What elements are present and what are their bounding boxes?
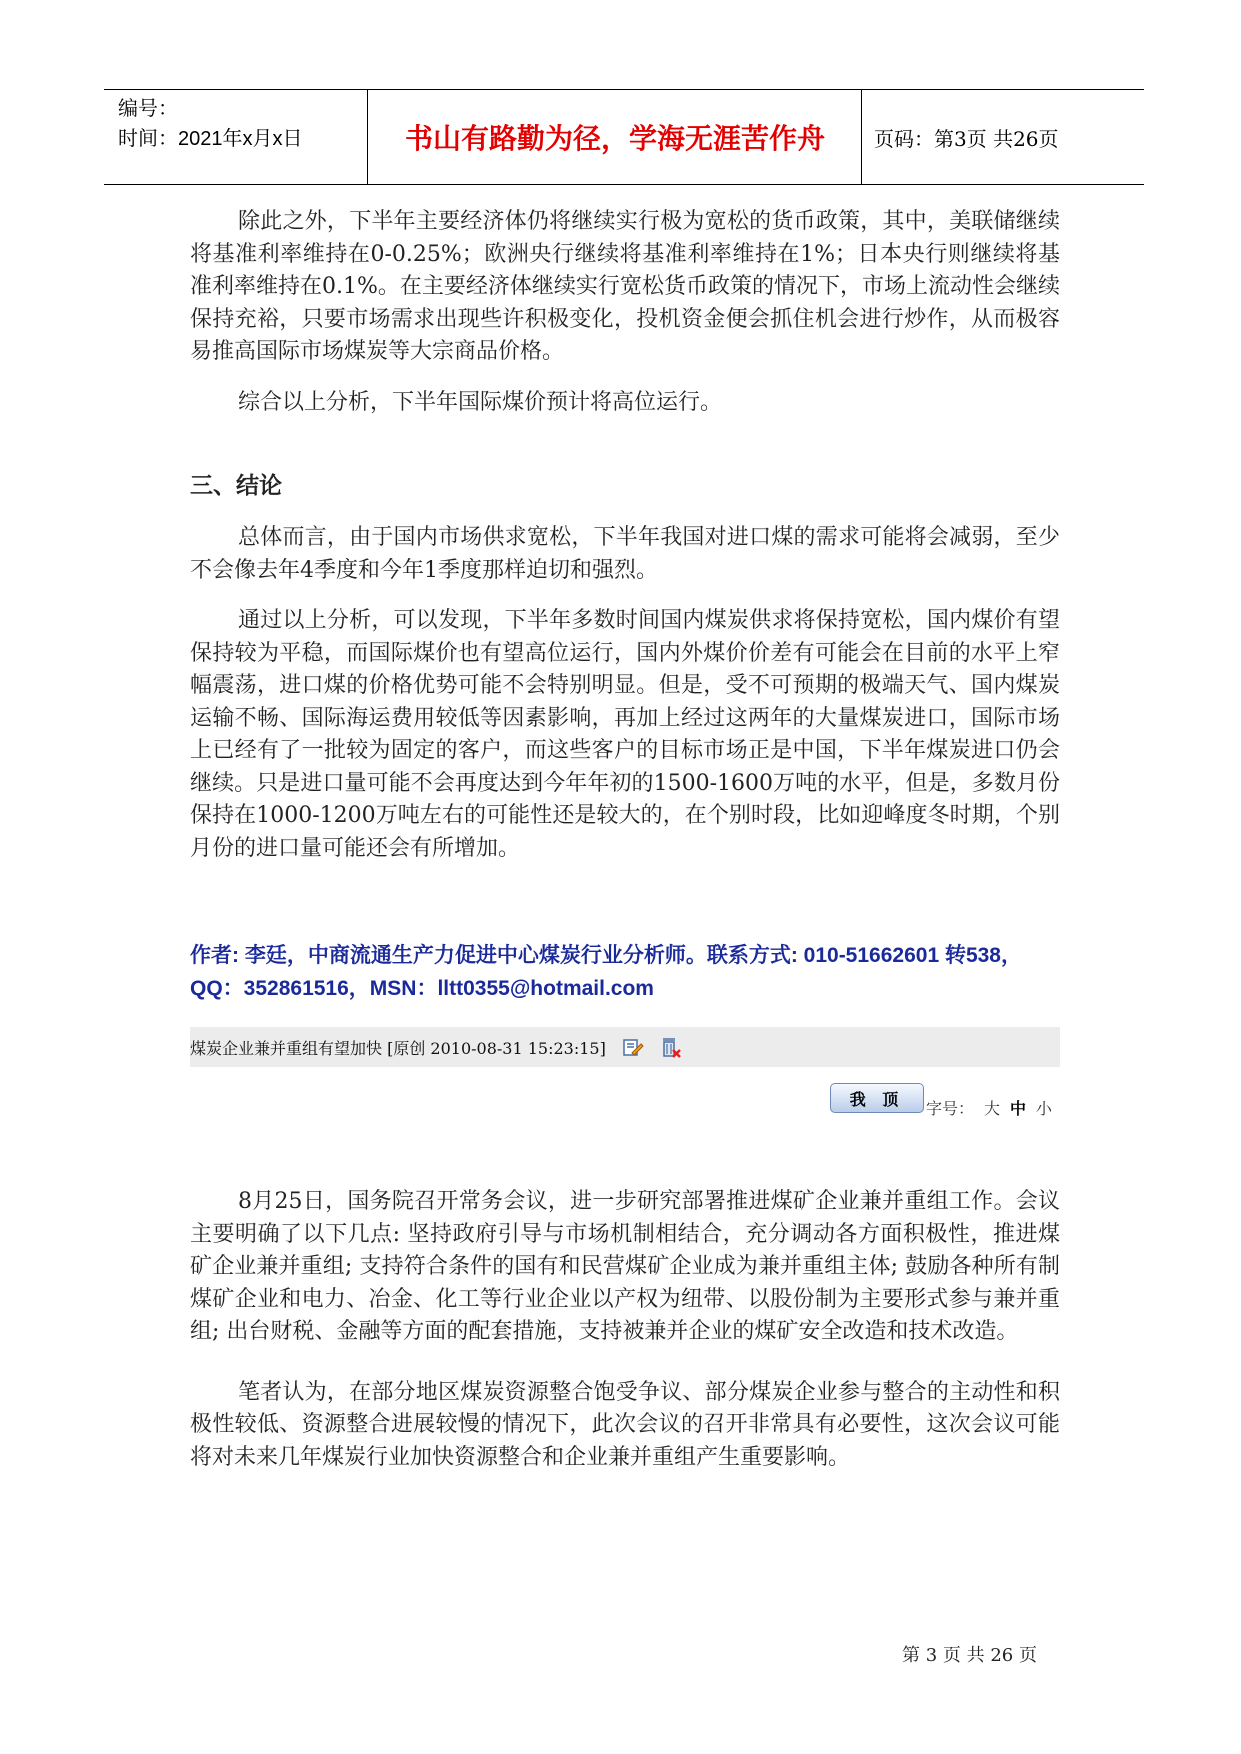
paragraph: 笔者认为，在部分地区煤炭资源整合饱受争议、部分煤炭企业参与整合的主动性和积极性较低、资源整合进展较慢的情况下，此次会议的召开非常具有必要性，这次会议可能将对未来几年煤炭行业加快资源整合和企业兼并重组产生重要影响。: [190, 1379, 1060, 1470]
page-footer: 第 3 页 共 26 页: [902, 1645, 1037, 1666]
body-section-top: [190, 206, 1060, 419]
paragraph: 总体而言，由于国内市场供求宽松，下半年我国对进口煤的需求可能将会减弱，至少不会像去年4季度和今年1季度那样迫切和强烈。: [190, 525, 1060, 583]
post-title-bar: [190, 1027, 1060, 1067]
header-motto: 书山有路勤为径，学海无涯苦作舟: [404, 122, 825, 155]
font-size-large[interactable]: 大: [984, 1099, 1001, 1118]
page-header: [104, 89, 1144, 185]
edit-icon[interactable]: [620, 1035, 644, 1059]
font-size-selector: [926, 1096, 1052, 1119]
header-page-label: 页码：第3页 共26页: [874, 126, 1059, 151]
paragraph: 8月25日，国务院召开常务会议，进一步研究部署推进煤矿企业兼并重组工作。会议主要明确了以下几点: 坚持政府引导与市场机制相结合，充分调动各方面积极性，推进煤矿企业兼并重组; 支持符合条件的国有和民营煤矿企业成为兼并重组主体; 鼓励各种所有制煤矿企业和电力、冶金、化工等行业企业以产权为纽带、以股份制为主要形式参与兼并重组; 出台财税、金融等方面的配套措施，支持被兼并企业的煤矿安全改造和技术改造。: [190, 1189, 1060, 1344]
font-size-label: 字号：: [926, 1099, 975, 1118]
paragraph: 通过以上分析，可以发现，下半年多数时间国内煤炭供求将保持宽松，国内煤价有望保持较为平稳，而国际煤价也有望高位运行，国内外煤价价差有可能会在目前的水平上窄幅震荡，进口煤的价格优势可能不会特别明显。但是，受不可预期的极端天气、国内煤炭运输不畅、国际海运费用较低等因素影响，再加上经过这两年的大量煤炭进口，国际市场上已经有了一批较为固定的客户，而这些客户的目标市场正是中国，下半年煤炭进口仍会继续。只是进口量可能不会再度达到今年年初的1500-1600万吨的水平，但是，多数月份保持在1000-1200万吨左右的可能性还是较大的，在个别时段，比如迎峰度冬时期，个别月份的进口量可能还会有所增加。: [190, 608, 1060, 861]
body-section-article: [190, 1186, 1060, 1474]
font-size-small[interactable]: 小: [1036, 1099, 1053, 1118]
font-size-medium[interactable]: 中: [1010, 1099, 1027, 1118]
paragraph: 综合以上分析，下半年国际煤价预计将高位运行。: [238, 389, 723, 415]
paragraph: 除此之外，下半年主要经济体仍将继续实行极为宽松的货币政策，其中，美联储继续将基准利率维持在0-0.25%；欧洲央行继续将基准利率维持在1%；日本央行则继续将基准利率维持在0.1%。在主要经济体继续实行宽松货币政策的情况下，市场上流动性会继续保持充裕，只要市场需求出现些许积极变化，投机资金便会抓住机会进行炒作，从而极容易推高国际市场煤炭等大宗商品价格。: [190, 209, 1060, 364]
header-meta: [118, 94, 303, 154]
post-title[interactable]: 煤炭企业兼并重组有望加快 [原创 2010-08-31 15:23:15]: [190, 1038, 606, 1058]
like-button[interactable]: 我 顶: [830, 1083, 924, 1113]
body-section-conclusion: [190, 522, 1060, 865]
delete-icon[interactable]: [658, 1035, 682, 1059]
section-heading: 三、结论: [190, 472, 282, 499]
number-label: 编号：: [118, 98, 178, 120]
author-info: 作者: 李廷，中商流通生产力促进中心煤炭行业分析师。联系方式: 010-51662601 转538，QQ：352861516，MSN：lltt0355@hotmail.com: [190, 944, 1022, 1000]
time-label: 时间：2021年x月x日: [118, 128, 303, 150]
header-divider: [861, 90, 862, 184]
